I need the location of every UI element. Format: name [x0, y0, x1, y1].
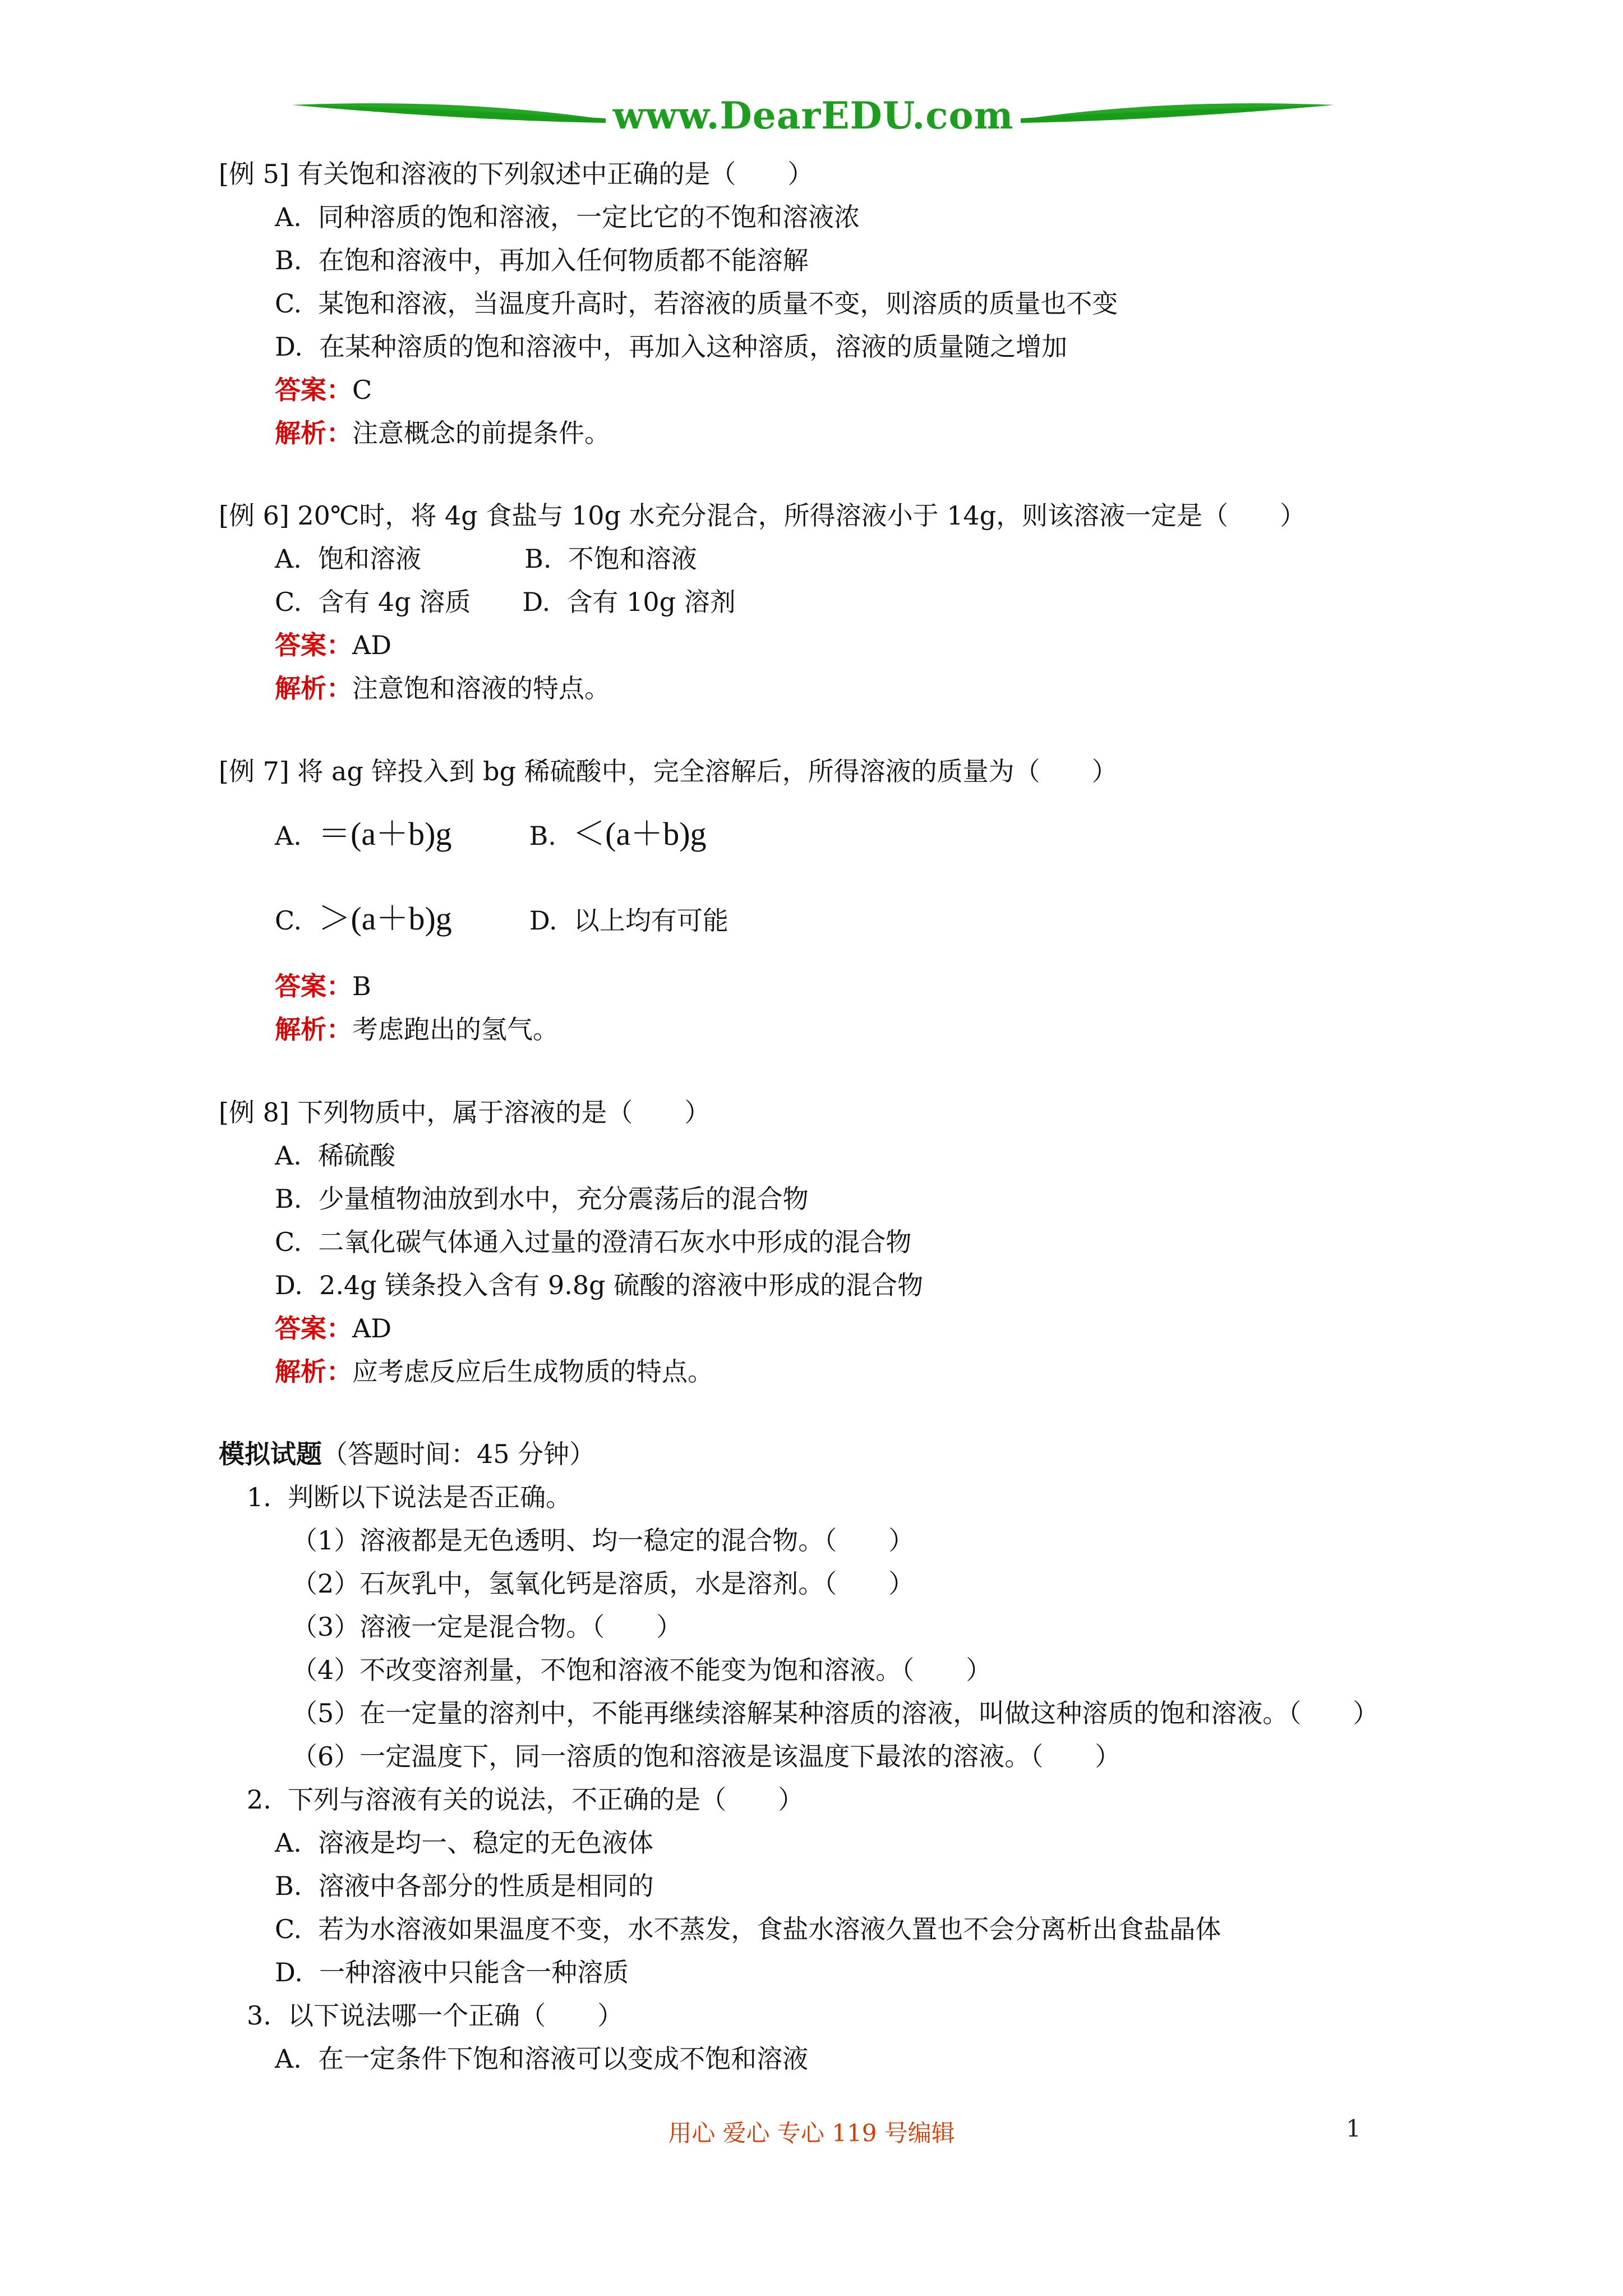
- text-line: [219, 1096, 710, 1129]
- line-text: C.: [275, 905, 319, 936]
- line-text: A. 同种溶质的饱和溶液，一定比它的不饱和溶液浓: [275, 202, 860, 232]
- text-line: [275, 243, 809, 277]
- line-text: A.: [275, 821, 319, 851]
- answer-label: 解析：: [275, 418, 352, 448]
- text-line: [247, 1999, 623, 2032]
- text-line: [275, 817, 707, 853]
- line-text: AD: [352, 630, 392, 660]
- text-line: [275, 200, 860, 234]
- text-line: [275, 1355, 713, 1388]
- answer-label: 解析：: [275, 673, 352, 703]
- text-line: [292, 1653, 992, 1687]
- text-line: [275, 373, 372, 407]
- line-text: AD: [352, 1313, 392, 1343]
- answer-label: 答案：: [275, 1313, 352, 1343]
- text-line: [292, 1524, 914, 1557]
- text-line: [275, 1013, 559, 1046]
- line-text: A. 在一定条件下饱和溶液可以变成不饱和溶液: [275, 2044, 809, 2074]
- line-text: D. 以上均有可能: [451, 905, 728, 936]
- line-text: C. 某饱和溶液，当温度升高时，若溶液的质量不变，则溶质的质量也不变: [275, 288, 1118, 319]
- line-text: （答题时间：45 分钟）: [322, 1439, 596, 1469]
- answer-label: 答案：: [275, 630, 352, 660]
- line-text: C. 含有 4g 溶质 D. 含有 10g 溶剂: [275, 587, 736, 617]
- formula: ＜(a＋b)g: [573, 816, 707, 852]
- text-line: [275, 969, 371, 1003]
- text-line: [247, 1480, 571, 1514]
- text-line: [275, 1225, 911, 1259]
- line-text: [例 5] 有关饱和溶液的下列叙述中正确的是（ ）: [219, 159, 814, 189]
- line-text: （2）石灰乳中，氢氧化钙是溶质，水是溶剂。（ ）: [292, 1568, 915, 1599]
- answer-label: 答案：: [275, 375, 352, 405]
- text-line: [219, 499, 1306, 532]
- line-text: D. 一种溶液中只能含一种溶质: [275, 1957, 629, 1987]
- text-line: [292, 1696, 1378, 1730]
- text-line: [219, 754, 1118, 788]
- answer-label: 解析：: [275, 1014, 352, 1045]
- text-line: [275, 416, 610, 450]
- line-text: B. 在饱和溶液中，再加入任何物质都不能溶解: [275, 245, 809, 275]
- text-line: [219, 1437, 595, 1471]
- text-line: [275, 330, 1067, 364]
- text-line: [292, 1567, 914, 1600]
- line-text: C. 二氧化碳气体通入过量的澄清石灰水中形成的混合物: [275, 1227, 912, 1257]
- line-text: 注意饱和溶液的特点。: [352, 673, 610, 703]
- line-text: [例 6] 20℃时，将 4g 食盐与 10g 水充分混合，所得溶液小于 14g，则该溶液一定是（ ）: [219, 500, 1306, 531]
- line-text: A. 稀硫酸: [275, 1140, 396, 1171]
- line-text: （5）在一定量的溶剂中，不能再继续溶解某种溶质的溶液，叫做这种溶质的饱和溶液。（ ）: [292, 1698, 1379, 1728]
- formula: ＞(a＋b)g: [318, 900, 452, 937]
- page-header: [292, 93, 1335, 154]
- text-line: [275, 1139, 395, 1172]
- text-line: [219, 157, 813, 191]
- text-line: [275, 542, 697, 576]
- text-line: [275, 671, 610, 705]
- text-line: [275, 1826, 653, 1860]
- line-text: 1. 判断以下说法是否正确。: [247, 1482, 572, 1512]
- text-line: [275, 1955, 629, 1989]
- text-line: [275, 1912, 1221, 1946]
- text-line: [275, 1869, 654, 1903]
- page-footer: 用心 爱心 专心 119 号编辑: [668, 2119, 955, 2147]
- line-text: 3. 以下说法哪一个正确（ ）: [247, 2000, 624, 2031]
- text-line: [275, 287, 1118, 320]
- line-text: A. 饱和溶液 B. 不饱和溶液: [275, 544, 697, 574]
- line-text: （1）溶液都是无色透明、均一稳定的混合物。（ ）: [292, 1525, 915, 1556]
- text-line: [247, 1783, 804, 1816]
- line-text: 模拟试题: [219, 1439, 322, 1469]
- line-text: 2. 下列与溶液有关的说法，不正确的是（ ）: [247, 1784, 804, 1815]
- line-text: [例 8] 下列物质中，属于溶液的是（ ）: [219, 1097, 711, 1128]
- line-text: D. 2.4g 镁条投入含有 9.8g 硫酸的溶液中形成的混合物: [275, 1270, 924, 1300]
- page-number: 1: [1346, 2115, 1361, 2142]
- line-text: B. 少量植物油放到水中，充分震荡后的混合物: [275, 1184, 809, 1214]
- line-text: C: [352, 375, 372, 405]
- line-text: 应考虑反应后生成物质的特点。: [352, 1356, 713, 1387]
- line-text: （6）一定温度下，同一溶质的饱和溶液是该温度下最浓的溶液。（ ）: [292, 1741, 1121, 1772]
- line-text: （4）不改变溶剂量，不饱和溶液不能变为饱和溶液。（ ）: [292, 1655, 992, 1685]
- line-text: B.: [451, 821, 573, 851]
- answer-label: 答案：: [275, 971, 352, 1001]
- text-line: [292, 1740, 1121, 1773]
- text-line: [275, 1182, 809, 1216]
- text-line: [275, 2042, 808, 2076]
- line-text: D. 在某种溶质的饱和溶液中，再加入这种溶质，溶液的质量随之增加: [275, 332, 1068, 362]
- site-logo[interactable]: www.DearEDU.com: [612, 94, 1014, 137]
- line-text: A. 溶液是均一、稳定的无色液体: [275, 1828, 654, 1858]
- line-text: B. 溶液中各部分的性质是相同的: [275, 1871, 654, 1901]
- text-line: [275, 585, 736, 619]
- text-line: [275, 902, 728, 937]
- line-text: 考虑跑出的氢气。: [352, 1014, 559, 1045]
- text-line: [275, 1312, 391, 1345]
- line-text: （3）溶液一定是混合物。（ ）: [292, 1612, 683, 1642]
- line-text: [例 7] 将 ag 锌投入到 bg 稀硫酸中，完全溶解后，所得溶液的质量为（ ）: [219, 756, 1118, 786]
- answer-label: 解析：: [275, 1356, 352, 1387]
- line-text: C. 若为水溶液如果温度不变，水不蒸发，食盐水溶液久置也不会分离析出食盐晶体: [275, 1914, 1221, 1944]
- formula: ＝(a＋b)g: [318, 816, 452, 852]
- line-text: B: [352, 971, 371, 1001]
- text-line: [275, 628, 391, 662]
- text-line: [292, 1610, 682, 1644]
- text-line: [275, 1268, 923, 1302]
- line-text: 注意概念的前提条件。: [352, 418, 610, 448]
